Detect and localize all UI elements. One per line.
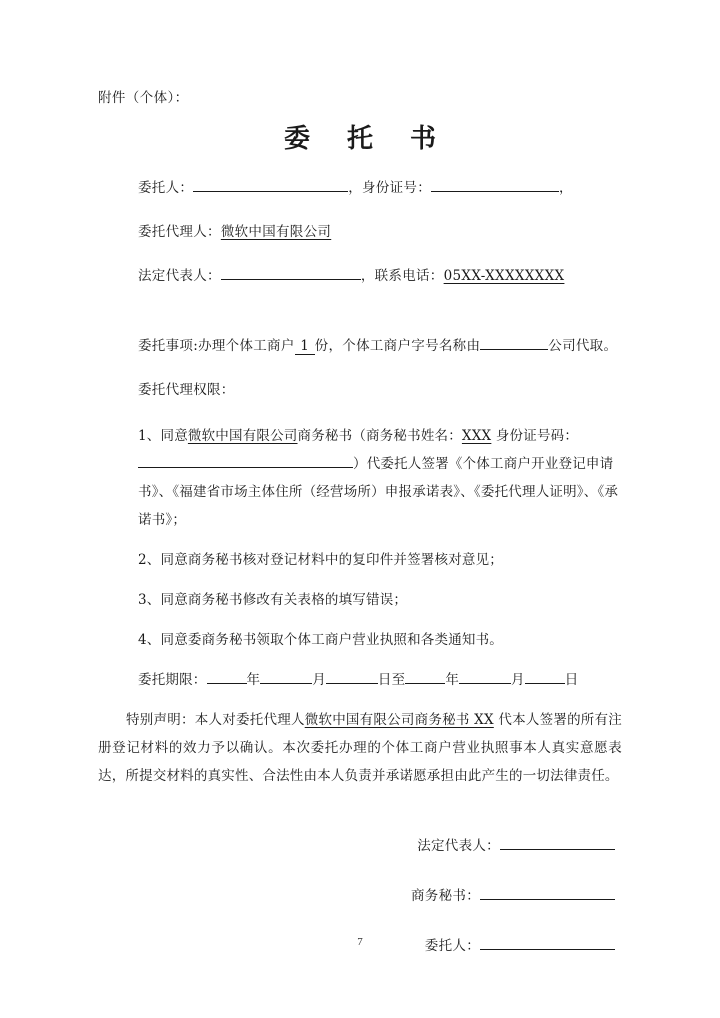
matters-text-after: 份，个体工商户字号名称由 <box>314 338 481 354</box>
legal-rep-row <box>98 266 622 286</box>
term-start-month-field[interactable] <box>260 670 312 684</box>
signature-label-secretary: 商务秘书： <box>411 888 480 904</box>
authority-item-4 <box>98 626 622 654</box>
attachment-label: 附件（个体）： <box>98 90 189 106</box>
agent-label: 委托代理人： <box>138 224 221 240</box>
authority-item-3 <box>98 586 622 614</box>
matters-label: 委托事项: <box>138 338 199 354</box>
declaration-text-1: 本人对委托代理人 <box>194 712 305 728</box>
matters-row <box>98 336 622 356</box>
authority-item-1-secretary-name[interactable]: XXX <box>461 428 492 444</box>
declaration-lead: 特别声明： <box>126 712 195 728</box>
authority-item-2-number: 2、 <box>138 552 161 568</box>
matters-text-end: 公司代取。 <box>548 338 618 354</box>
authority-item-3-number: 3、 <box>138 592 161 608</box>
term-end-day-field[interactable] <box>525 670 565 684</box>
agent-row <box>98 222 622 242</box>
term-start-month-unit: 月 <box>312 672 326 688</box>
matters-text-before: 办理个体工商户 <box>198 338 295 354</box>
signature-row-secretary <box>98 886 622 906</box>
matters-company-field[interactable] <box>480 336 548 350</box>
term-start-year-field[interactable] <box>207 670 247 684</box>
declaration-paragraph <box>98 706 622 790</box>
declaration-text-2: 代本人签署的所有注册登记材料的效力予以确认。本次委托办理的个体工商户营业执照事本人真实意愿表达，所提交材料的真实性、合法性由本人负责并承诺愿承担由此产生的一切法律责任。 <box>98 712 623 784</box>
principal-row-comma: ， <box>559 180 573 196</box>
signature-field-legal-rep[interactable] <box>500 836 615 850</box>
term-end-year-unit: 年 <box>445 672 460 688</box>
authority-item-3-text: 同意商务秘书修改有关表格的填写错误； <box>160 592 408 608</box>
page-title: 委 托 书 <box>283 124 451 154</box>
document-content <box>98 88 622 986</box>
phone-label: ，联系电话： <box>360 268 444 284</box>
signature-label-legal-rep: 法定代表人： <box>417 838 500 854</box>
authority-heading: 委托代理权限： <box>138 382 235 398</box>
signature-row-legal-rep <box>98 836 622 856</box>
signature-field-secretary[interactable] <box>480 886 615 900</box>
principal-row <box>98 178 622 198</box>
term-end-month-field[interactable] <box>459 670 511 684</box>
term-end-day-unit: 日 <box>564 672 579 688</box>
legal-rep-label: 法定代表人： <box>138 268 221 284</box>
term-start-day-field[interactable] <box>326 670 378 684</box>
matters-count-field[interactable]: 1 <box>295 339 315 355</box>
term-row <box>98 666 622 694</box>
authority-item-1-t4: ）代委托人签署《个体工商户开业登记申请书》、《福建省市场主体住所（经营场所）申报承诺表》、《委托代理人证明》、《承诺书》； <box>138 456 619 528</box>
term-start-day-unit: 日 <box>377 672 392 688</box>
principal-label: 委托人： <box>138 180 194 196</box>
id-number-label: ，身份证号： <box>348 180 432 196</box>
authority-item-2-text: 同意商务秘书核对登记材料中的复印件并签署核对意见； <box>160 552 503 568</box>
term-end-year-field[interactable] <box>405 670 445 684</box>
authority-item-1-t3: 身份证号码： <box>495 428 579 444</box>
authority-item-2 <box>98 546 622 574</box>
agent-value[interactable]: 微软中国有限公司 <box>220 224 332 240</box>
authority-item-1-company[interactable]: 微软中国有限公司 <box>187 428 298 444</box>
term-label: 委托期限： <box>138 672 207 688</box>
authority-item-1-number: 1、 <box>138 428 161 444</box>
authority-item-1-t2: 商务秘书（商务秘书姓名： <box>297 428 462 444</box>
term-end-month-unit: 月 <box>511 672 525 688</box>
authority-item-1 <box>98 422 622 534</box>
principal-value-field[interactable] <box>193 178 348 192</box>
section-spacer <box>98 310 622 336</box>
page-number-footer: 7 <box>357 936 363 948</box>
id-number-value-field[interactable] <box>431 178 559 192</box>
authority-item-1-id-field[interactable] <box>138 454 353 468</box>
phone-value[interactable]: 05XX-XXXXXXXX <box>443 268 565 284</box>
legal-rep-value-field[interactable] <box>221 266 361 280</box>
signature-label-principal: 委托人： <box>424 938 480 954</box>
authority-item-1-t1: 同意 <box>160 428 188 444</box>
authority-item-4-number: 4、 <box>138 632 161 648</box>
authority-item-4-text: 同意委商务秘书领取个体工商户营业执照和各类通知书。 <box>160 632 503 648</box>
declaration-underlined-agent[interactable]: 微软中国有限公司商务秘书 XX <box>304 712 494 728</box>
term-to-word: 至 <box>391 672 406 688</box>
term-start-year-unit: 年 <box>246 672 261 688</box>
